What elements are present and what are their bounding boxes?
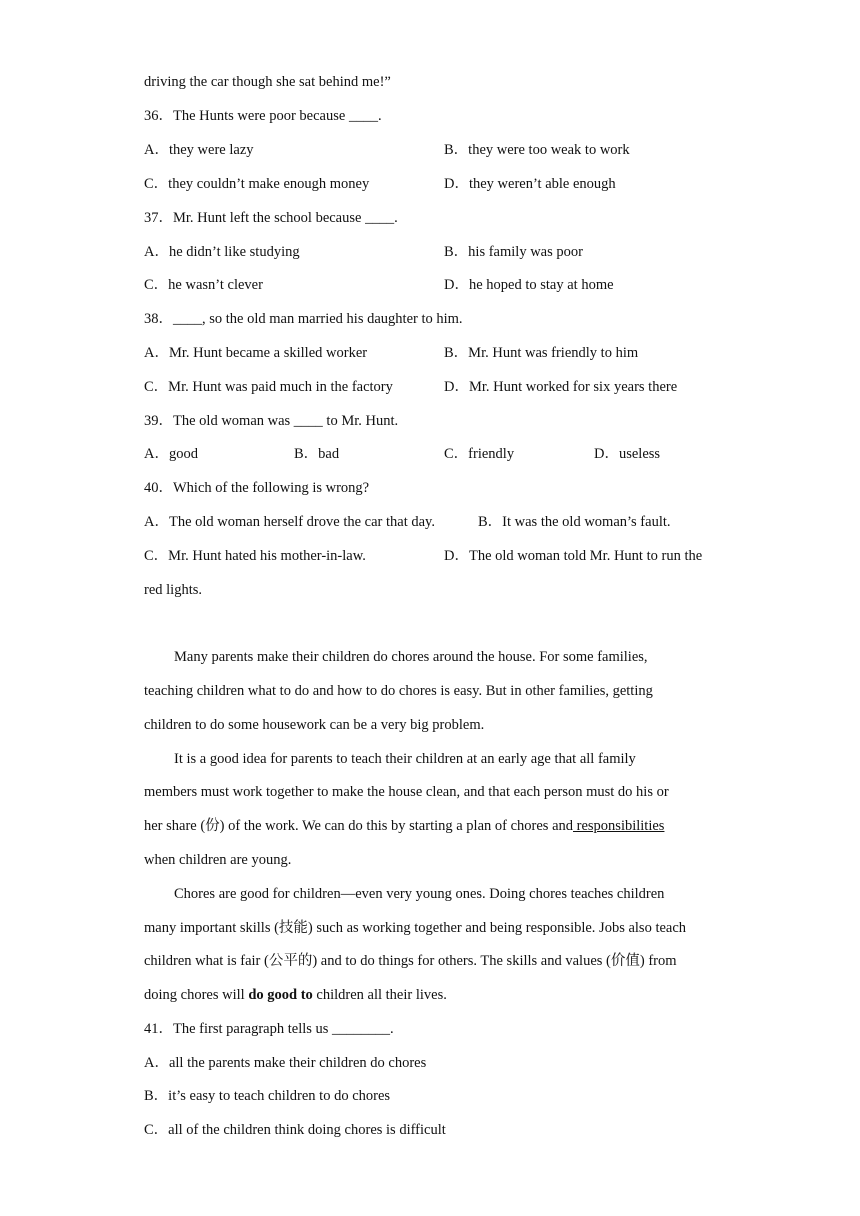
paragraph-3-line-4-start: doing chores will	[144, 987, 249, 1003]
question-41-option-b: B．it’s easy to teach children to do chores	[144, 1088, 391, 1104]
question-38-stem: 38．____, so the old man married his daughter to him.	[144, 311, 463, 327]
question-41-option-c: C．all of the children think doing chores is difficult	[144, 1122, 446, 1138]
paragraph-2-line-3	[144, 816, 664, 836]
question-40-option-a: A．The old woman herself drove the car that day.	[144, 514, 435, 530]
passage-continuation: driving the car though she sat behind me!”	[144, 74, 391, 90]
question-38-option-b: B．Mr. Hunt was friendly to him	[444, 345, 639, 361]
bold-phrase-do-good-to: do good to	[248, 987, 313, 1003]
question-37-option-b: B．his family was poor	[444, 244, 583, 260]
question-36-option-a: A．they were lazy	[144, 142, 254, 158]
paragraph-3-line-1: Chores are good for children—even very young ones. Doing chores teaches children	[174, 886, 665, 902]
paragraph-1-line-3: children to do some housework can be a very big problem.	[144, 717, 485, 733]
question-36-option-d: D．they weren’t able enough	[444, 176, 616, 192]
question-40-option-d: D．The old woman told Mr. Hunt to run the	[444, 548, 703, 564]
question-41-stem: 41．The first paragraph tells us ________.	[144, 1021, 394, 1037]
paragraph-2-line-1: It is a good idea for parents to teach their children at an early age that all family	[174, 751, 636, 767]
paragraph-3-line-2: many important skills (技能) such as working together and being responsible. Jobs also teach	[144, 920, 687, 936]
question-39-option-c: C．friendly	[444, 446, 515, 462]
underlined-word-responsibilities: responsibilities	[573, 818, 665, 834]
question-36-option-c: C．they couldn’t make enough money	[144, 176, 370, 192]
question-38-option-d: D．Mr. Hunt worked for six years there	[444, 379, 678, 395]
question-39-stem: 39．The old woman was ____ to Mr. Hunt.	[144, 413, 399, 429]
paragraph-2-line-3-text: her share (份) of the work. We can do this by starting a plan of chores and	[144, 818, 574, 834]
question-39-option-a: A．good	[144, 446, 198, 462]
paragraph-3-line-4-end: children all their lives.	[312, 987, 447, 1003]
question-40-option-c: C．Mr. Hunt hated his mother-in-law.	[144, 548, 366, 564]
question-37-option-d: D．he hoped to stay at home	[444, 277, 614, 293]
question-37-stem: 37．Mr. Hunt left the school because ____.	[144, 210, 398, 226]
question-40-option-d-continued: red lights.	[144, 582, 202, 598]
paragraph-2-line-4: when children are young.	[144, 852, 292, 868]
paragraph-1-line-2: teaching children what to do and how to do chores is easy. But in other families, getting	[144, 683, 653, 699]
question-38-option-c: C．Mr. Hunt was paid much in the factory	[144, 379, 393, 395]
paragraph-1-line-1: Many parents make their children do chores around the house. For some families,	[174, 649, 648, 665]
paragraph-3-line-4	[144, 985, 447, 1005]
question-37-option-a: A．he didn’t like studying	[144, 244, 300, 260]
question-36-stem: 36．The Hunts were poor because ____.	[144, 108, 382, 124]
question-39-option-d: D．useless	[594, 446, 661, 462]
question-40-option-b: B．It was the old woman’s fault.	[478, 514, 671, 530]
question-39-option-b: B．bad	[294, 446, 340, 462]
question-38-option-a: A．Mr. Hunt became a skilled worker	[144, 345, 368, 361]
question-41-option-a: A．all the parents make their children do chores	[144, 1055, 427, 1071]
question-40-stem: 40．Which of the following is wrong?	[144, 480, 370, 496]
paragraph-3-line-3: children what is fair (公平的) and to do things for others. The skills and values (价值) from	[144, 953, 677, 969]
question-36-option-b: B．they were too weak to work	[444, 142, 630, 158]
question-37-option-c: C．he wasn’t clever	[144, 277, 263, 293]
paragraph-2-line-2: members must work together to make the house clean, and that each person must do his or	[144, 784, 669, 800]
